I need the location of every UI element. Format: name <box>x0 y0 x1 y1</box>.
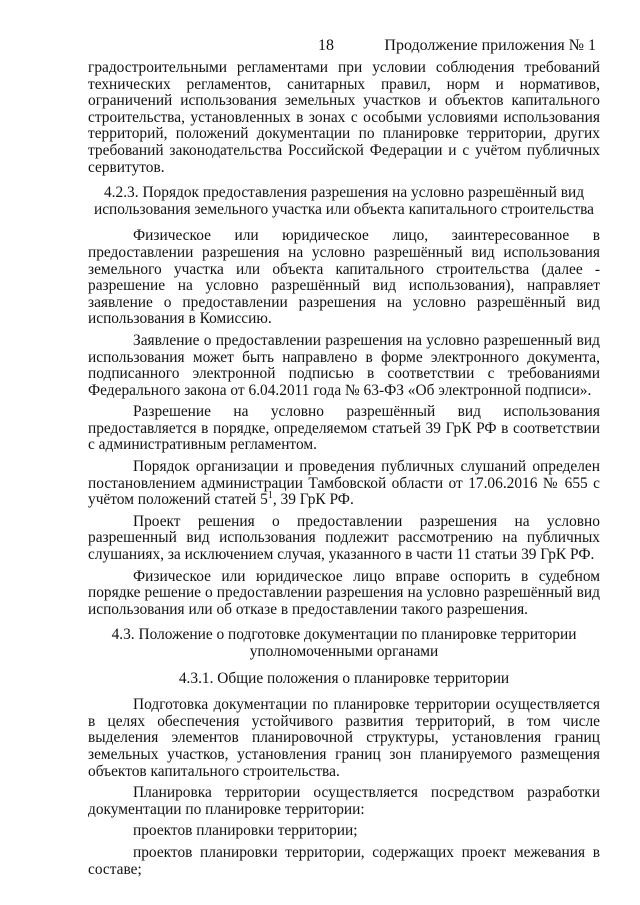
paragraph-4-2-3-4 <box>88 459 600 509</box>
intro-paragraph: градостроительными регламентами при условии соблюдения требований технических регламентов, санитарных правил, норм и нормативов, ограничений использования земельных участков и объектов капитального строительства, установленных в зонах с особыми условиями использования территорий, положений документации по планировке территории, других требований законодательства Российской Федерации и с учётом публичных сервитутов. <box>88 59 600 176</box>
superscript-marker: 1 <box>267 490 273 502</box>
section-4-2-3-title: 4.2.3. Порядок предоставления разрешения на условно разрешённый вид использования земельного участка или объекта капитального строительства <box>93 184 594 218</box>
paragraph-4-2-3-6: Физическое или юридическое лицо вправе оспорить в судебном порядке решение о предоставлении разрешения на условно разрешённый вид использования или об отказе в предоставлении такого разрешения. <box>88 567 600 618</box>
paragraph-4-3-1-2: Планировка территории осуществляется посредством разработки документации по планировке территории: <box>88 784 600 818</box>
section-4-3-title: 4.3. Положение о подготовке документации по планировке территории уполномоченными органами <box>111 626 577 660</box>
appendix-note: Продолжение приложения № 1 <box>384 37 596 54</box>
paragraph-4-2-3-3: Разрешение на условно разрешённый вид использования предоставляется в порядке, определяемом статьей 39 ГрК РФ в соответствии с административным регламентом. <box>88 403 600 454</box>
page-number: 18 <box>318 37 334 54</box>
page-header <box>88 38 600 58</box>
paragraph-4-2-3-5: Проект решения о предоставлении разрешения на условно разрешенный вид использования подлежит рассмотрению на публичных слушаниях, за исключением случая, указанного в части 11 статьи 39 ГрК РФ. <box>88 512 600 564</box>
paragraph-4-2-3-4-tail: , 39 ГрК РФ. <box>272 491 354 509</box>
paragraph-4-2-3-1: Физическое или юридическое лицо, заинтересованное в предоставлении разрешения на условно разрешённый вид использования земельного участка или объекта капитального строительства (далее - разрешение на условно разрешённый вид использования), направляет заявление о предоставлении разрешения на условно разрешённый вид использования в Комиссию. <box>88 227 600 328</box>
paragraph-4-2-3-2: Заявление о предоставлении разрешения на условно разрешенный вид использования может быть направлено в форме электронного документа, подписанного электронной подписью в соответствии с требованиями Федерального закона от 6.04.2011 года № 63-ФЗ «Об электронной подписи». <box>88 331 600 399</box>
list-item: проектов планировки территории; <box>133 822 358 840</box>
list-item: проектов планировки территории, содержащих проект межевания в составе; <box>88 843 600 878</box>
section-4-3-1-title: 4.3.1. Общие положения о планировке территории <box>178 669 510 687</box>
paragraph-4-3-1-1: Подготовка документации по планировке территории осуществляется в целях обеспечения устойчивого развития территорий, в том числе выделения элементов планировочной структуры, установления границ земельных участков, установления границ зон планируемого размещения объектов капитального строительства. <box>88 696 600 780</box>
paragraph-4-2-3-4-text: Порядок организации и проведения публичных слушаний определен постановлением администрации Тамбовской области от 17.06.2016 № 655 с учётом положений статей 5 <box>88 458 600 509</box>
